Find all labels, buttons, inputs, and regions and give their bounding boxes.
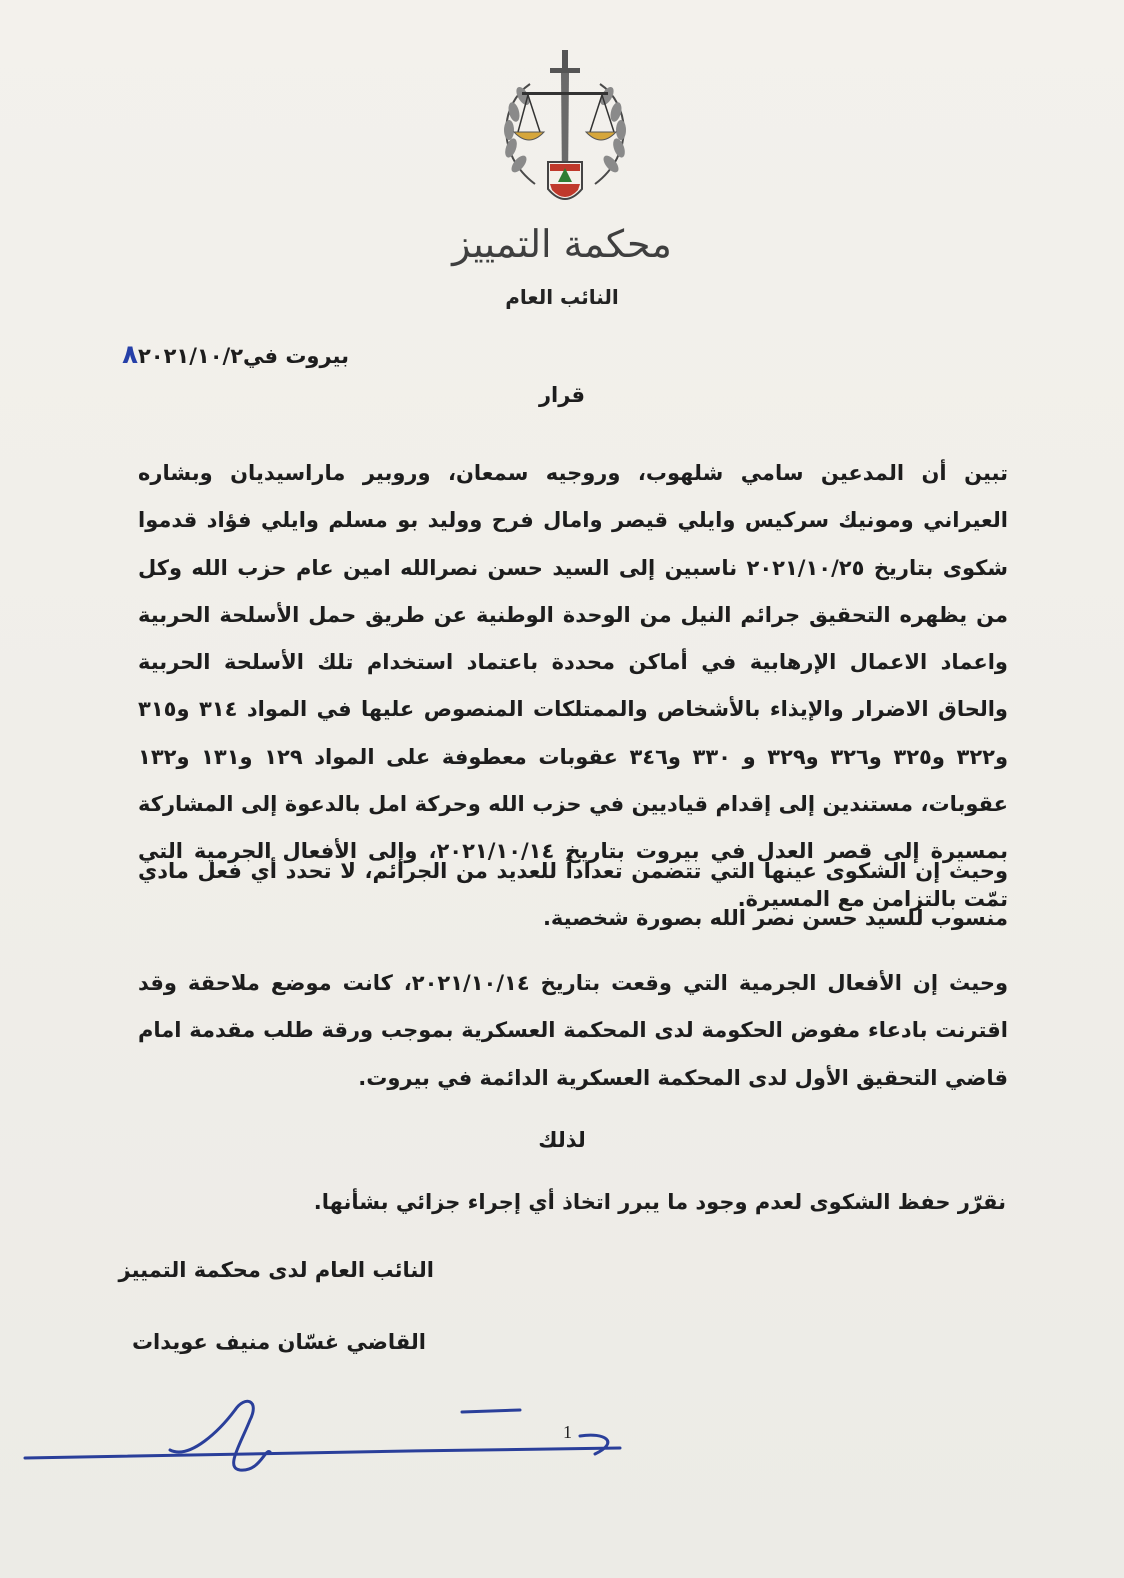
decision-text: نقرّر حفظ الشكوى لعدم وجود ما يبرر اتخاذ أي إجراء جزائي بشأنها. (313, 1190, 1006, 1214)
paragraph-3: وحيث إن الأفعال الجرمية التي وقعت بتاريخ ٢٠٢١/١٠/١٤، كانت موضع ملاحقة وقد اقترنت بادعاء مفوض الحكومة لدى المحكمة العسكرية بموجب ورقة طلب مقدمة امام قاضي التحقيق الأول لدى المحكمة العسكرية الدائمة في بيروت. (138, 971, 1009, 1090)
decision-heading: قرار (538, 383, 586, 407)
page-number: 1 (563, 1422, 572, 1442)
signatory-name: القاضي غسّان منيف عويدات (131, 1330, 426, 1354)
conclusion-heading: لذلك (538, 1128, 586, 1152)
paragraph-1: تبين أن المدعين سامي شلهوب، وروجيه سمعان، وروبير ماراسيديان وبشاره العيراني ومونيك سركيس وايلي قيصر وامال فرح ووليد بو مسلم وايلي فؤاد قدموا شكوى بتاريخ ٢٠٢١/١٠/٢٥ ناسبين إلى السيد حسن نصرالله امين عام حزب الله وكل من يظهره التحقيق جرائم النيل من الوحدة الوطنية عن طريق حمل الأسلحة الحربية واعماد الاعمال الإرهابية في أماكن محددة باعتماد استخدام تلك الأسلحة الحربية والحاق الاضرار والإيذاء بالأشخاص والممتلكات المنصوص عليها في المواد ٣١٤ و٣١٥ و٣٢٢ و٣٢٥ و٣٢٦ و٣٢٩ و ٣٣٠ و٣٤٦ عقوبات معطوفة على المواد ١٢٩ و١٣١ و١٣٢ عقوبات، مستندين إلى إقدام قياديين في حزب الله وحركة امل بالدعوة إلى المشاركة بمسيرة إلى قصر العدل في بيروت بتاريخ ٢٠٢١/١٠/١٤، وإلى الأفعال الجرمية التي تمّت بالتزامن مع المسيرة. (138, 461, 1009, 911)
court-emblem-icon (490, 44, 640, 224)
handwritten-signature (20, 1390, 640, 1490)
document-date (122, 340, 349, 370)
handwritten-day: ٨ (122, 340, 138, 370)
signatory-title: النائب العام لدى محكمة التمييز (118, 1258, 434, 1282)
court-name: محكمة التمييز (452, 222, 672, 266)
paragraph-2: وحيث إن الشكوى عينها التي تتضمن تعداداً للعديد من الجرائم، لا تحدد أي فعل مادي منسوب للسيد حسن نصر الله بصورة شخصية. (138, 859, 1008, 931)
date-value: ٢٠٢١/١٠/٢ (137, 344, 244, 368)
date-place: بيروت في (243, 344, 349, 368)
office-title: النائب العام (505, 285, 619, 309)
